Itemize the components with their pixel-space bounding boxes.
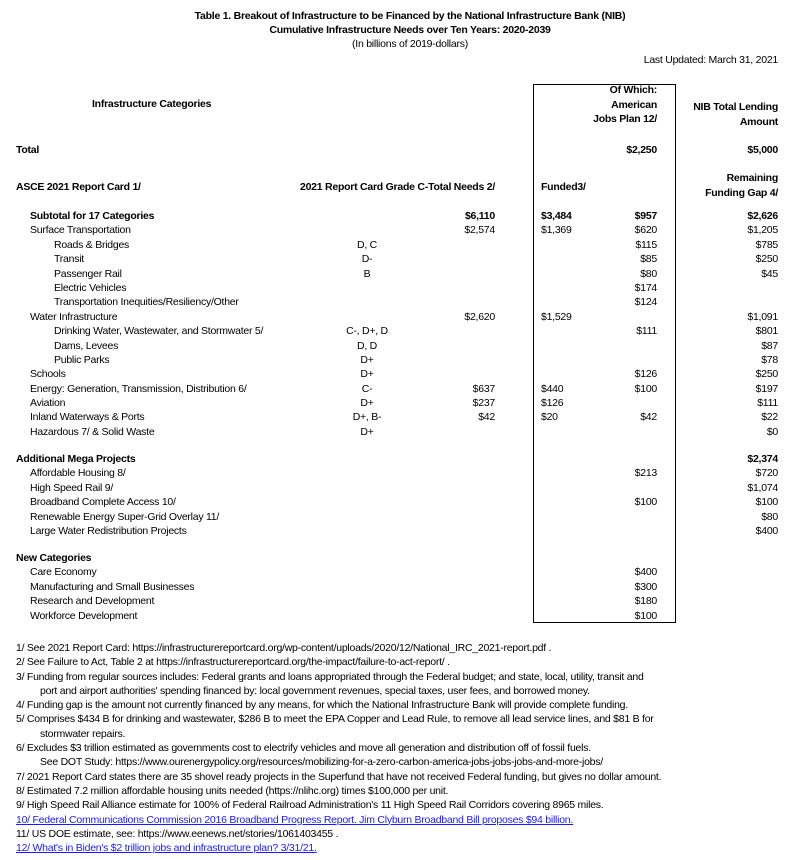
table-row [0, 324, 792, 338]
table-row [0, 267, 792, 281]
american-jobs-plan-value: $85 [640, 253, 657, 266]
category-label: High Speed Rail 9/ [30, 481, 114, 494]
category-label: Hazardous 7/ & Solid Waste [30, 425, 155, 438]
funded-value: $1,529 [541, 310, 572, 323]
total-needs-value: $637 [472, 382, 495, 395]
american-jobs-plan-value: $80 [640, 267, 657, 280]
table-row [0, 281, 792, 295]
funded-value: $3,484 [541, 210, 572, 222]
report-card-grade: B [363, 267, 371, 280]
american-jobs-plan-value: $300 [634, 580, 657, 593]
report-card-grade: D, C [357, 238, 377, 251]
funding-gap-value: $1,205 [747, 224, 778, 237]
footnote: 9/ High Speed Rail Alliance estimate for 100% of Federal Railroad Administration's 11 High Speed Rail Corridors covering 8965 miles. [16, 799, 604, 812]
header-nib-line: NIB Total Lending [693, 101, 778, 113]
funding-gap-value: $111 [757, 397, 778, 410]
header-ajp-line: Of Which: [609, 84, 657, 96]
table-row [0, 594, 792, 608]
table-row [0, 510, 792, 524]
category-label: Water Infrastructure [30, 310, 118, 323]
table-row [0, 524, 792, 538]
total-needs-value: $42 [478, 411, 495, 424]
header-nib-line: Amount [739, 115, 778, 128]
american-jobs-plan-value: $126 [634, 368, 657, 381]
funding-gap-value: $45 [761, 267, 778, 280]
category-label: Surface Transportation [30, 224, 131, 237]
table-row [0, 396, 792, 410]
category-label: Broadband Complete Access 10/ [30, 496, 176, 509]
table-row [0, 466, 792, 480]
category-label: Passenger Rail [54, 267, 122, 280]
header-funded: Funded3/ [541, 181, 586, 193]
american-jobs-plan-value: $42 [640, 411, 657, 424]
total-needs-value: $2,574 [464, 224, 495, 237]
report-card-grade: D+ [360, 425, 374, 438]
category-label: Research and Development [30, 595, 155, 608]
header-ajp-line: American [611, 98, 657, 111]
category-label: Workforce Development [30, 609, 138, 622]
funding-gap-value: $100 [755, 496, 778, 509]
footnote: 5/ Comprises $434 B for drinking and wastewater, $286 B to meet the EPA Copper and Lead Rule, to remove all lead service lines, and $81 B for [16, 713, 654, 726]
american-jobs-plan-value: $957 [634, 210, 657, 222]
header-total-needs: Total Needs 2/ [428, 181, 495, 193]
category-label: Transit [54, 253, 84, 266]
funding-gap-value: $250 [755, 253, 778, 266]
category-label: Public Parks [54, 353, 110, 366]
funded-value: $126 [541, 397, 564, 410]
funding-gap-value: $22 [761, 411, 778, 424]
american-jobs-plan-value: $100 [634, 382, 657, 395]
footnote-link[interactable]: 12/ What's in Biden's $2 trillion jobs and infrastructure plan? 3/31/21. [16, 842, 317, 855]
category-label: New Categories [16, 552, 92, 564]
funding-gap-value: $250 [755, 368, 778, 381]
funding-gap-value: $80 [761, 510, 778, 523]
header-gap-line: Remaining [726, 172, 778, 184]
total-nib: $5,000 [747, 144, 778, 156]
title-line-2: Cumulative Infrastructure Needs over Ten Years: 2020-2039 [269, 24, 551, 36]
footnote: 11/ US DOE estimate, see: https://www.eenews.net/stories/1061403455 . [16, 827, 339, 840]
category-label: Dams, Levees [54, 339, 119, 352]
category-label: Affordable Housing 8/ [30, 467, 126, 480]
funding-gap-value: $2,626 [747, 210, 778, 222]
table-row [0, 339, 792, 353]
total-needs-value: $6,110 [464, 210, 495, 222]
american-jobs-plan-value: $400 [634, 566, 657, 579]
total-needs-value: $2,620 [464, 310, 495, 323]
footnote: 7/ 2021 Report Card states there are 35 shovel ready projects in the Superfund that have not received Federal funding, but gives no dollar amount. [16, 770, 662, 783]
category-label: Electric Vehicles [54, 281, 127, 294]
table-row [0, 295, 792, 309]
category-label: Renewable Energy Super-Grid Overlay 11/ [30, 510, 220, 523]
category-label: Subtotal for 17 Categories [30, 210, 155, 222]
asce-categories-section [0, 209, 792, 439]
category-label: Large Water Redistribution Projects [30, 524, 187, 537]
table-row [0, 367, 792, 381]
report-card-grade: D, D [357, 339, 377, 352]
american-jobs-plan-value: $115 [635, 238, 657, 251]
category-label: Roads & Bridges [54, 238, 130, 251]
report-card-grade: D- [361, 253, 373, 266]
footnote: 3/ Funding from regular sources includes: Federal grants and loans appropriated through the Federal budget; and state, local, utility, transit and [16, 670, 644, 683]
report-card-grade: D+ [360, 353, 374, 366]
total-ajp: $2,250 [626, 144, 657, 156]
last-updated: Last Updated: March 31, 2021 [643, 54, 778, 66]
header-remaining-funding-gap [705, 171, 778, 200]
table-row [0, 353, 792, 367]
header-report-card-grade: 2021 Report Card Grade C- [300, 181, 428, 193]
table-row [0, 382, 792, 396]
funded-value: $1,369 [541, 224, 572, 237]
header-ajp-line: Jobs Plan 12/ [593, 113, 657, 125]
footnote-link[interactable]: 10/ Federal Communications Commission 2016 Broadband Progress Report. Jim Clyburn Broadband Bill proposes $94 billion. [16, 813, 574, 826]
funding-gap-value: $720 [755, 467, 778, 480]
footnote: 6/ Excludes $3 trillion estimated as governments cost to electrify vehicles and move all generation and distribution off of fossil fuels. [16, 742, 591, 755]
header-infrastructure-categories: Infrastructure Categories [92, 98, 212, 110]
title-line-1: Table 1. Breakout of Infrastructure to be Financed by the National Infrastructure Bank (NIB) [194, 10, 626, 22]
category-label: Care Economy [30, 566, 97, 579]
header-asce-report-card: ASCE 2021 Report Card 1/ [16, 181, 141, 193]
category-label: Transportation Inequities/Resiliency/Other [54, 296, 239, 309]
footnote: 8/ Estimated 7.2 million affordable housing units needed (https://nlihc.org) times $100,000 per unit. [16, 784, 449, 797]
category-label: Manufacturing and Small Businesses [30, 580, 195, 593]
total-label: Total [16, 144, 40, 156]
american-jobs-plan-value: $100 [634, 496, 657, 509]
header-gap-line: Funding Gap 4/ [705, 186, 778, 199]
table-row [0, 238, 792, 252]
report-card-grade: C-, D+, D [346, 325, 388, 338]
footnote: port and airport authorities' spending financed by: local government revenues, special taxes, user fees, and borrowed money. [40, 684, 590, 697]
table-row [0, 410, 792, 424]
table-row [0, 481, 792, 495]
footnotes [16, 641, 786, 855]
table-row [0, 609, 792, 623]
category-label: Aviation [30, 397, 66, 410]
funding-gap-value: $197 [755, 382, 778, 395]
american-jobs-plan-value: $620 [634, 224, 657, 237]
american-jobs-plan-value: $213 [634, 467, 657, 480]
funding-gap-value: $801 [755, 325, 778, 338]
funding-gap-value: $87 [761, 339, 778, 352]
funding-gap-value: $1,091 [747, 310, 778, 323]
american-jobs-plan-value: $111 [636, 325, 657, 338]
funding-gap-value: $1,074 [747, 481, 778, 494]
new-categories-section [0, 551, 792, 623]
footnote: stormwater repairs. [40, 727, 126, 740]
table-row [0, 580, 792, 594]
funded-value: $440 [541, 382, 564, 395]
funding-gap-value: $785 [755, 238, 778, 251]
report-card-grade: D+ [360, 368, 374, 381]
table-row [0, 565, 792, 579]
table-row [0, 252, 792, 266]
american-jobs-plan-value: $174 [634, 281, 657, 294]
footnote: 4/ Funding gap is the amount not currently financed by any means, for which the National Infrastructure Bank will provide complete funding. [16, 699, 628, 712]
funded-value: $20 [541, 411, 558, 424]
category-label: Energy: Generation, Transmission, Distribution 6/ [30, 382, 247, 395]
header-american-jobs-plan [593, 83, 657, 127]
footnote: 2/ See Failure to Act, Table 2 at https://infrastructurereportcard.org/the-impact/failure-to-act-report/ . [16, 656, 450, 669]
report-card-grade: C- [361, 382, 373, 395]
category-label: Drinking Water, Wastewater, and Stormwater 5/ [54, 325, 264, 338]
category-label: Additional Mega Projects [16, 453, 136, 465]
funding-gap-value: $2,374 [747, 453, 778, 465]
category-label: Schools [30, 368, 66, 381]
table-row [0, 425, 792, 439]
mega-projects-section [0, 452, 792, 538]
table-row [0, 551, 792, 565]
footnote: 1/ See 2021 Report Card: https://infrastructurereportcard.org/wp-content/uploads/2020/12/National_IRC_2021-report.pdf . [16, 642, 552, 654]
header-nib-total-lending [693, 100, 778, 129]
table-row [0, 495, 792, 509]
report-card-grade: D+, B- [352, 411, 382, 424]
american-jobs-plan-value: $100 [634, 609, 657, 622]
funding-gap-value: $0 [766, 425, 778, 438]
report-card-grade: D+ [360, 397, 374, 410]
table-row [0, 452, 792, 466]
table-row [0, 310, 792, 324]
total-needs-value: $237 [472, 397, 495, 410]
table-row [0, 223, 792, 237]
table-title [0, 9, 792, 51]
category-label: Inland Waterways & Ports [30, 411, 145, 424]
funding-gap-value: $400 [755, 524, 778, 537]
table-row [0, 209, 792, 223]
title-units: (In billions of 2019-dollars) [352, 38, 468, 50]
american-jobs-plan-value: $124 [634, 296, 657, 309]
american-jobs-plan-value: $180 [634, 595, 657, 608]
footnote: See DOT Study: https://www.ourenergypolicy.org/resources/mobilizing-for-a-zero-carbon-america-jobs-jobs-jobs-and-more-jobs/ [40, 756, 603, 769]
funding-gap-value: $78 [761, 353, 778, 366]
